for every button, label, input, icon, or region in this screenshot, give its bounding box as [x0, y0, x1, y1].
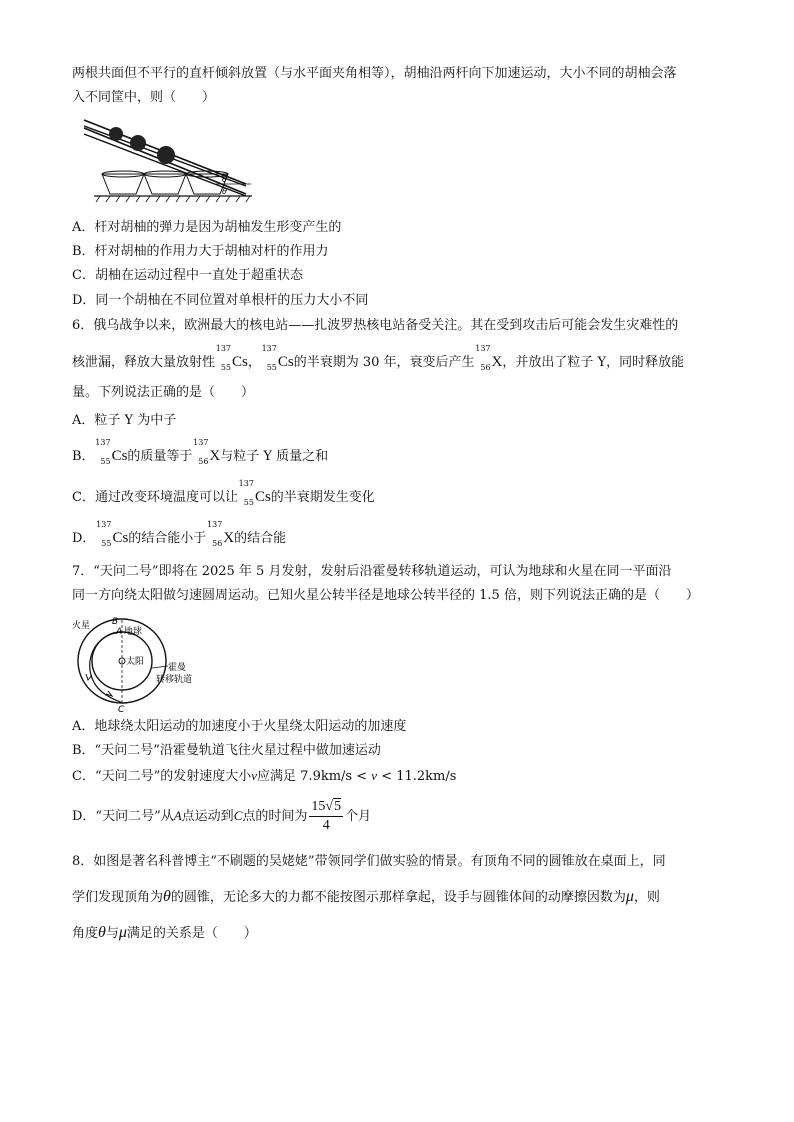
label-mars: 火星: [72, 621, 91, 631]
label-sun: 太阳: [126, 657, 145, 667]
label-a: A: [116, 627, 123, 637]
q7-line1: 7．“天问二号”即将在 2025 年 5 月发射，发射后沿霍曼转移轨道运动，可认为地球和火星在同一平面沿: [72, 564, 672, 579]
q7-option-a: A．地球绕太阳运动的加速度小于火星绕太阳运动的加速度: [72, 719, 407, 734]
q8-line3: 角度θ与μ满足的关系是（ ）: [72, 924, 257, 941]
q5-option-c: C．胡柚在运动过程中一直处于超重状态: [72, 268, 303, 283]
q7-line2: 同一方向绕太阳做匀速圆周运动。已知火星公转半径是地球公转半径的 1.5 倍，则下列说法正确的是（ ）: [72, 588, 699, 603]
pomelo-3: [157, 146, 175, 164]
q5-option-a: A．杆对胡柚的弹力是因为胡柚发生形变产生的: [72, 220, 342, 235]
q7-option-d: D．“天问二号”从A点运动到C点的时间为 $\frac{15√5}{4}$ 个月: [72, 799, 372, 833]
label-hohmann-2: 转移轨道: [156, 675, 193, 685]
q5-stem-line1: 两根共面但不平行的直杆倾斜放置（与水平面夹角相等），胡柚沿两杆向下加速运动，大小不同的胡柚会落: [72, 66, 677, 81]
q6-option-d: D． 137 55 Cs的结合能小于 137 56 X的结合能: [72, 520, 287, 548]
q5-theta-lower: θ: [222, 187, 227, 196]
q7-orbit-figure: [72, 614, 212, 712]
q6-option-c: C．通过改变环境温度可以让 137 55 Cs的半衰期发生变化: [72, 479, 375, 507]
q8-line2: 学们发现顶角为θ的圆锥，无论多大的力都不能按图示那样拿起，设手与圆锥体间的动摩擦因数为μ，则: [72, 888, 660, 905]
label-c: C: [118, 705, 125, 712]
q5-theta-upper: θ: [222, 175, 227, 184]
q5-rods-figure: [76, 114, 256, 206]
time-fraction: $\frac{15√5}{4}$: [311, 799, 342, 833]
q7-option-c: C．“天问二号”的发射速度大小v应满足 7.9km/s < v < 11.2km/s: [72, 768, 457, 784]
q6-line2: 核泄漏，释放大量放射性 137 55 Cs， 137 55 Cs的半衰期为 30 年，衰变后产生 137 56 X，并放出了粒子 Y，同时释放能: [72, 344, 685, 372]
q6-line3: 量。下列说法正确的是（ ）: [72, 385, 255, 400]
q6-option-a: A．粒子 Y 为中子: [72, 413, 177, 428]
q5-option-b: B．杆对胡柚的作用力大于胡柚对杆的作用力: [72, 244, 329, 259]
label-hohmann-1: 霍曼: [168, 663, 187, 673]
pomelo-2: [130, 135, 146, 151]
label-b: B: [112, 617, 119, 627]
q5-option-d: D．同一个胡柚在不同位置对单根杆的压力大小不同: [72, 293, 369, 308]
q6-line1: 6．俄乌战争以来，欧洲最大的核电站——扎波罗热核电站备受关注。其在受到攻击后可能会发生灾难性的: [72, 318, 679, 333]
q5-stem-line2: 入不同筐中，则（ ）: [72, 90, 216, 105]
hohmann-orbit: [90, 632, 122, 703]
label-earth: 地球: [124, 627, 143, 637]
q6-option-b: B． 137 55 Cs的质量等于 137 56 X与粒子 Y 质量之和: [72, 438, 329, 466]
q7-option-b: B．“天问二号”沿霍曼轨道飞往火星过程中做加速运动: [72, 743, 381, 758]
pomelo-1: [109, 127, 123, 141]
q8-line1: 8．如图是著名科普博主“不刷题的吴姥姥”带领同学们做实验的情景。有顶角不同的圆锥放在桌面上，同: [72, 854, 666, 869]
